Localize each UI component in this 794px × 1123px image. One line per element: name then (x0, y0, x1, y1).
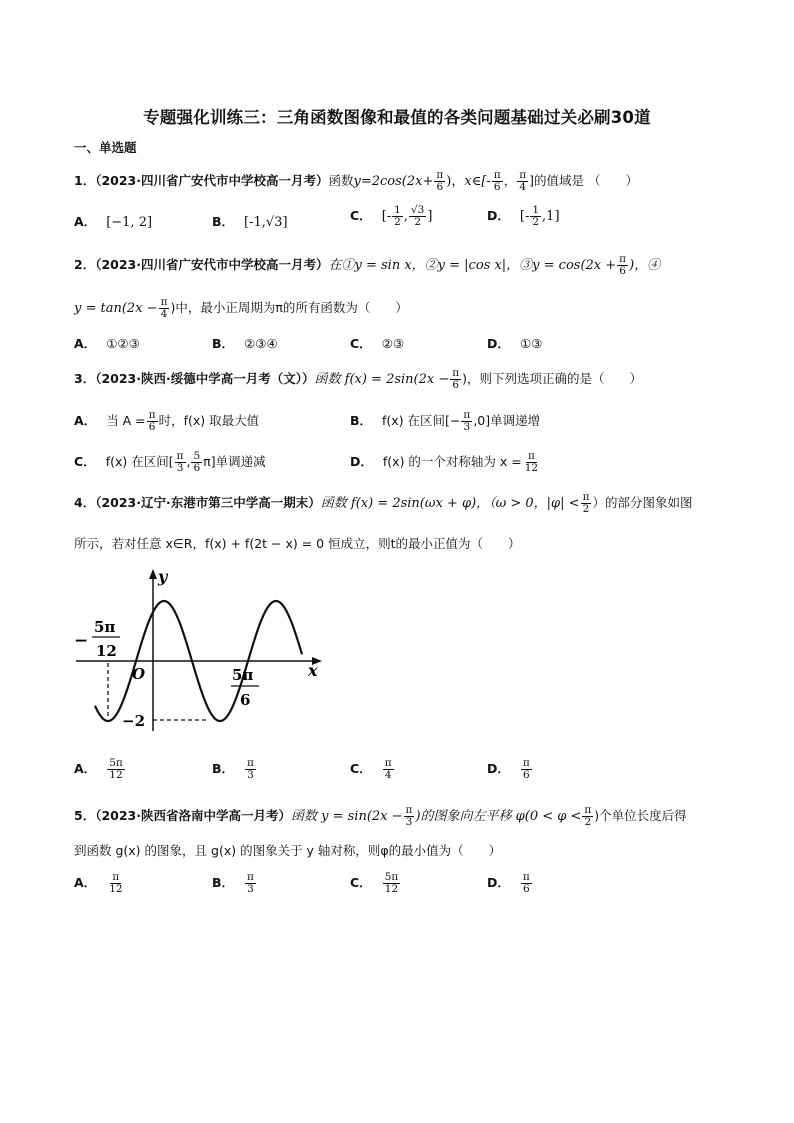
origin-label: O (132, 665, 146, 683)
option-a[interactable]: A． [−1, 2] (74, 214, 153, 230)
question-number: 1． (74, 173, 96, 188)
section-heading: 一、单选题 (74, 140, 137, 155)
option-c[interactable]: C． ②③ (350, 336, 405, 351)
option-d[interactable]: D． $\frac{\pi}{6}$ (487, 871, 530, 895)
option-d[interactable]: D． [- $\frac{1}{2}$ ,1] (487, 204, 560, 228)
option-a[interactable]: A． $\frac{\pi}{12}$ (74, 871, 123, 895)
option-c[interactable]: C． [- $\frac{1}{2}$ , $\frac{√3}{2}$ ] (350, 204, 433, 228)
option-d[interactable]: D． $\frac{\pi}{6}$ (487, 757, 530, 781)
y-axis-label: y (158, 567, 168, 586)
question-1: 1．（2023·四川省广安代市中学校高一月考）函数y=2cos(2x+ $\frac{\pi}{6}$ )，x∈[- $\frac{\pi}{6}$ ， $\frac{\pi}{4}$ ]的值域是 （ ） (74, 169, 638, 193)
option-d[interactable]: D． f(x) 的一个对称轴为 x = $\frac{\pi}{12}$ (350, 450, 539, 474)
option-b[interactable]: B． f(x) 在区间[− $\frac{\pi}{3}$ ,0]单调递增 (350, 409, 541, 433)
option-b[interactable]: B． $\frac{\pi}{3}$ (212, 871, 254, 895)
right-tick-numerator: 5π (232, 666, 254, 684)
question-source: （2023·四川省广安代市中学校高一月考） (95, 173, 329, 188)
option-b[interactable]: B． [-1,√3] (212, 214, 288, 230)
min-value-label: −2 (122, 712, 146, 730)
question-5-line-2: 到函数 g(x) 的图象，且 g(x) 的图象关于 y 轴对称，则φ的最小值为（ ） (74, 843, 502, 858)
option-c[interactable]: C． $\frac{5\pi}{12}$ (350, 871, 399, 895)
option-c[interactable]: C． f(x) 在区间[ $\frac{\pi}{3}$ , $\frac{5}{6}$ π]单调递减 (74, 450, 266, 474)
option-a[interactable]: A． $\frac{5\pi}{12}$ (74, 757, 123, 781)
question-4: 4．（2023·辽宁·东港市第三中学高一期末）函数 f(x) = 2sin(ωx + φ)，（ω > 0，|φ| < $\frac{\pi}{2}$ ）的部分图象如图 (74, 491, 693, 515)
fraction: $\frac{\pi}{4}$ (519, 169, 527, 193)
fraction: $\frac{\pi}{6}$ (493, 169, 501, 193)
option-d[interactable]: D． ①③ (487, 336, 543, 351)
question-2-line-2: y = tan(2x − $\frac{\pi}{4}$ )中，最小正周期为π的所有函数为（ ） (74, 296, 408, 320)
page-title: 专题强化训练三：三角函数图像和最值的各类问题基础过关必刷30道 (143, 108, 651, 127)
option-c[interactable]: C． $\frac{\pi}{4}$ (350, 757, 392, 781)
question-2: 2．（2023·四川省广安代市中学校高一月考）在①y = sin x，②y = |cos x|，③y = cos(2x + $\frac{\pi}{6}$ )，④ (74, 253, 661, 277)
question-3: 3．（2023·陕西·绥德中学高一月考（文））函数 f(x) = 2sin(2x − $\frac{\pi}{6}$ )，则下列选项正确的是（ ） (74, 367, 643, 391)
left-tick-denominator: 12 (96, 642, 117, 660)
left-tick-numerator: 5π (94, 618, 116, 636)
question-5: 5．（2023·陕西省洛南中学高一月考）函数 y = sin(2x − $\frac{\pi}{3}$ )的图象向左平移 φ(0 < φ < $\frac{\pi}{2}$ )个单位长度后得 (74, 804, 687, 828)
option-a[interactable]: A． ①②③ (74, 336, 140, 351)
fraction: $\frac{\pi}{6}$ (436, 169, 444, 193)
sine-graph (70, 566, 330, 736)
left-minus: − (74, 631, 89, 651)
x-axis-label: x (308, 661, 318, 680)
option-a[interactable]: A． 当 A = $\frac{\pi}{6}$ 时，f(x) 取最大值 (74, 409, 260, 433)
option-b[interactable]: B． ②③④ (212, 336, 278, 351)
question-4-line-2: 所示，若对任意 x∈R，f(x) + f(2t − x) = 0 恒成立，则t的最小正值为（ ） (74, 536, 521, 551)
y-axis-arrow (149, 569, 157, 579)
option-b[interactable]: B． $\frac{\pi}{3}$ (212, 757, 254, 781)
right-tick-denominator: 6 (240, 691, 251, 709)
